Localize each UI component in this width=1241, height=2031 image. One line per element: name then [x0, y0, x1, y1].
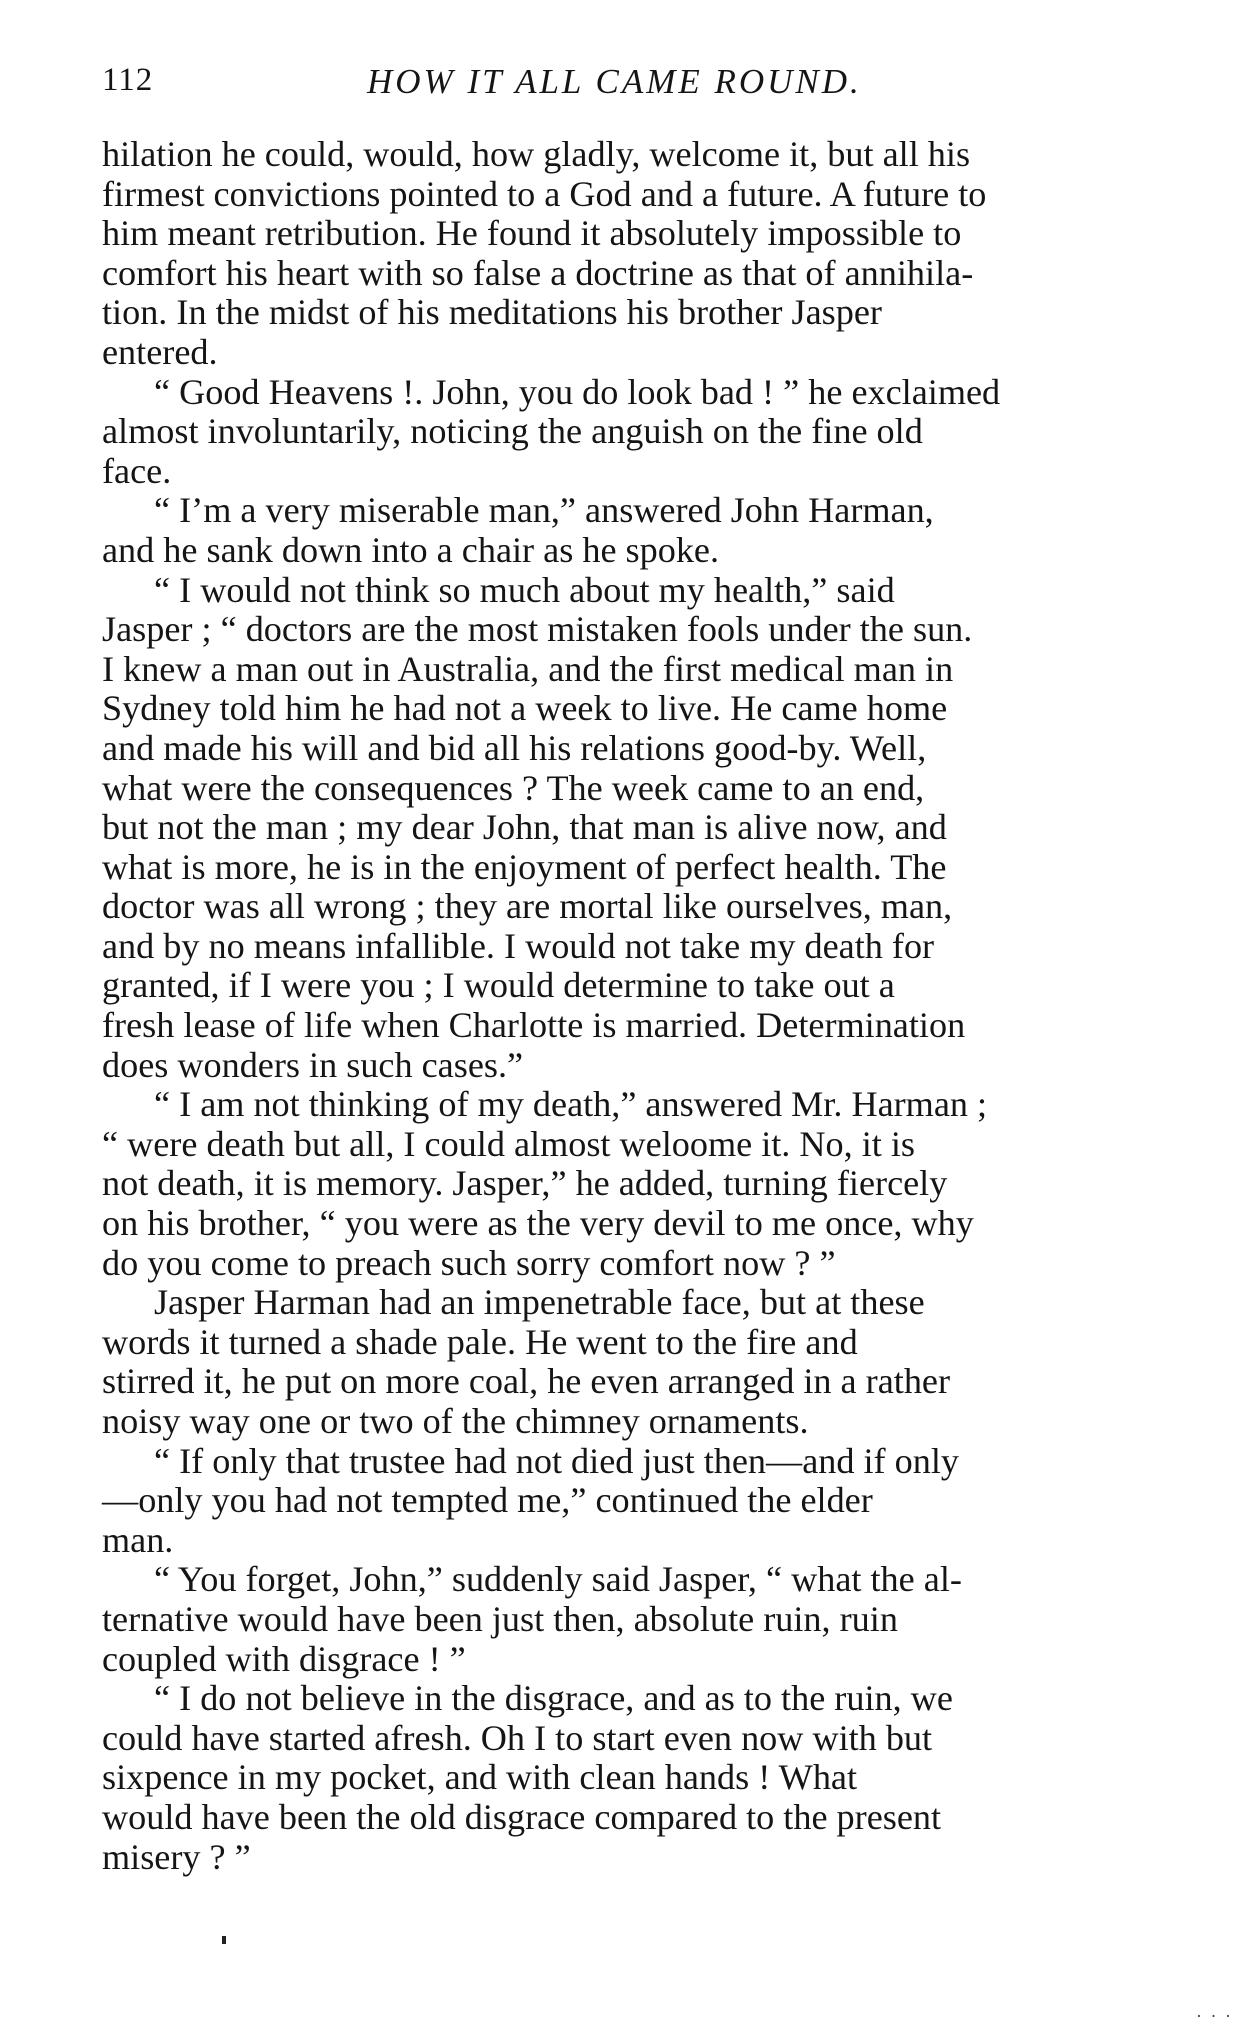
- page-number: 112: [102, 62, 154, 98]
- paragraph-6: Jasper Harman had an impenetrable face, but at these words it turned a shade pale. He went to the fire and stirred it, he put on more coal, he even arranged in a rather noisy way one or two of the chimney ornaments.: [102, 1282, 951, 1441]
- stray-ink-mark: [222, 1936, 226, 1944]
- paragraph-2: “ Good Heavens !. John, you do look bad ! ” he exclaimed almost involuntarily, noticing the anguish on the fine old face.: [102, 371, 1001, 491]
- paragraph-9: “ I do not believe in the disgrace, and as to the ruin, we could have started afresh. Oh I to start even now with but sixpence in my pocket, and with clean hands ! What would have been the old disgrace compared to the present misery ? ”: [102, 1678, 953, 1877]
- paragraph-8: “ You forget, John,” suddenly said Jasper, “ what the al- ternative would have been just then, absolute ruin, ruin coupled with disgrace ! ”: [102, 1559, 962, 1679]
- paragraph-3: “ I’m a very miserable man,” answered John Harman, and he sank down into a chair as he spoke.: [102, 490, 934, 570]
- paragraph-5: “ I am not thinking of my death,” answered Mr. Harman ; “ were death but all, I could almost weloome it. No, it is not death, it is memory. Jasper,” he added, turning fiercely on his brother, “ you were as the very devil to me once, why do you come to preach such sorry comfort now ? ”: [102, 1084, 988, 1283]
- paragraph-4: “ I would not think so much about my health,” said Jasper ; “ doctors are the most mistaken fools under the sun. I knew a man out in Australia, and the first medical man in Sydney told him he had not a week to live. He came home and made his will and bid all his relations good-by. Well, what were the consequences ? The week came to an end, but not the man ; my dear John, that man is alive now, and what is more, he is in the enjoyment of perfect health. The doctor was all wrong ; they are mortal like ourselves, man, and by no means infallible. I would not take my death for granted, if I were you ; I would determine to take out a fresh lease of life when Charlotte is married. Determination does wonders in such cases.”: [102, 569, 973, 1085]
- running-head: [102, 62, 1146, 112]
- running-title: HOW IT ALL CAME ROUND.: [367, 62, 862, 101]
- paragraph-1: hilation he could, would, how gladly, welcome it, but all his firmest convictions pointed to a God and a future. A future to him meant retribution. He found it absolutely impossible to comfort his heart with so false a doctrine as that of annihila- tion. In the midst of his meditations his brother Jasper entered.: [102, 134, 987, 372]
- paragraph-7: “ If only that trustee had not died just then—and if only —only you had not tempted me,” continued the elder man.: [102, 1440, 959, 1560]
- corner-marks: · · ·: [1196, 2006, 1233, 2026]
- body-text: [102, 135, 1146, 1877]
